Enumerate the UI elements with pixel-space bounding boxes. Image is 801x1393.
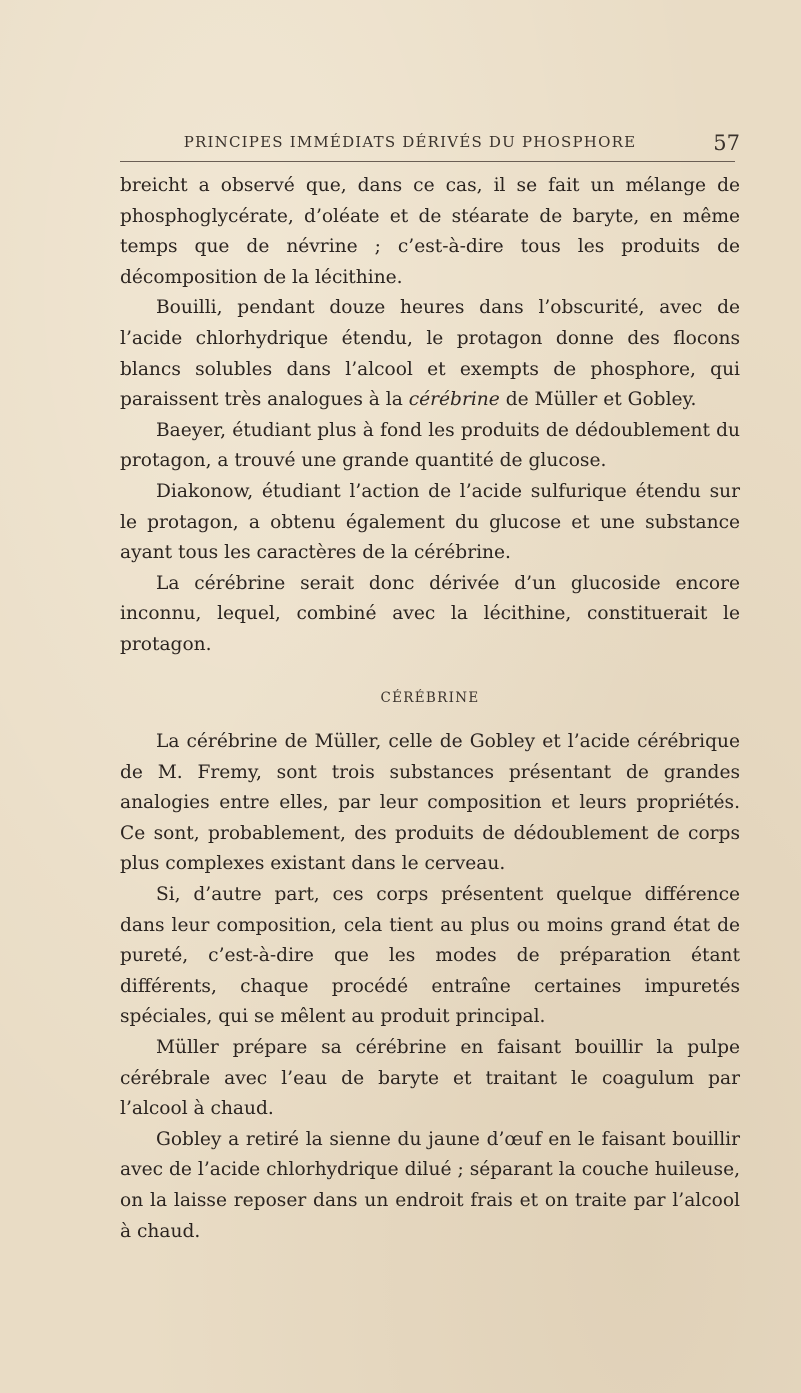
paragraph-diakonow: Diakonow, étudiant l’action de l’acide sulfurique étendu sur le protagon, a obtenu également du glucose et une substance ayant tous les caractères de la cérébrine. [120,480,740,564]
paragraph-glucoside: La cérébrine serait donc dérivée d’un glucoside encore inconnu, lequel, combiné avec la lécithine, constituerait le protagon. [120,572,740,655]
paragraph-gobley-preparation: Gobley a retiré la sienne du jaune d’œuf en le faisant bouillir avec de l’acide chlorhydrique dilué ; séparant la couche huileuse, on la laisse reposer dans un endroit frais et on traite par l’alcool à chaud. [120,1128,740,1242]
paragraph-bouilli [120,293,740,415]
page-number: 57 [713,131,740,155]
paragraph-bouilli-end: de Müller et Gobley. [505,389,697,411]
header-rule [120,161,735,162]
italic-cerebrine: cérébrine [408,389,500,411]
paragraph-continuation: breicht a observé que, dans ce cas, il se fait un mélange de phosphoglycérate, d’oléate et de stéarate de baryte, en même temps que de névrine ; c’est-à-dire tous les produits de décomposition de la lécithine. [120,175,740,288]
body-text [120,171,740,1247]
running-head [120,133,740,159]
running-title: PRINCIPES IMMÉDIATS DÉRIVÉS DU PHOSPHORE [183,133,637,151]
paragraph-muller-preparation: Müller prépare sa cérébrine en faisant bouillir la pulpe cérébrale avec l’eau de baryte et traitant le coagulum par l’alcool à chaud. [120,1037,740,1120]
paragraph-baeyer: Baeyer, étudiant plus à fond les produits de dédoublement du protagon, a trouvé une grande quantité de glucose. [120,419,740,472]
paragraph-bouilli-text: Bouilli, pendant douze heures dans l’obscurité, avec de l’acide chlorhydrique étendu, le protagon donne des flocons blancs solubles dans l’alcool et exempts de phosphore, qui paraissent très analogues à la [120,297,740,411]
paragraph-muller-gobley: La cérébrine de Müller, celle de Gobley et l’acide cérébrique de M. Fremy, sont trois substances présentant de grandes analogies entre elles, par leur composition et leurs propriétés. Ce sont, probablement, des produits de dédoublement de corps plus complexes existant dans le cerveau. [120,731,740,875]
section-heading: CÉRÉBRINE [380,689,480,706]
paragraph-composition: Si, d’autre part, ces corps présentent quelque différence dans leur composition, cela tient au plus ou moins grand état de pureté, c’est-à-dire que les modes de préparation étant différents, chaque procédé entraîne certaines impuretés spéciales, qui se mêlent au produit principal. [120,884,740,1028]
